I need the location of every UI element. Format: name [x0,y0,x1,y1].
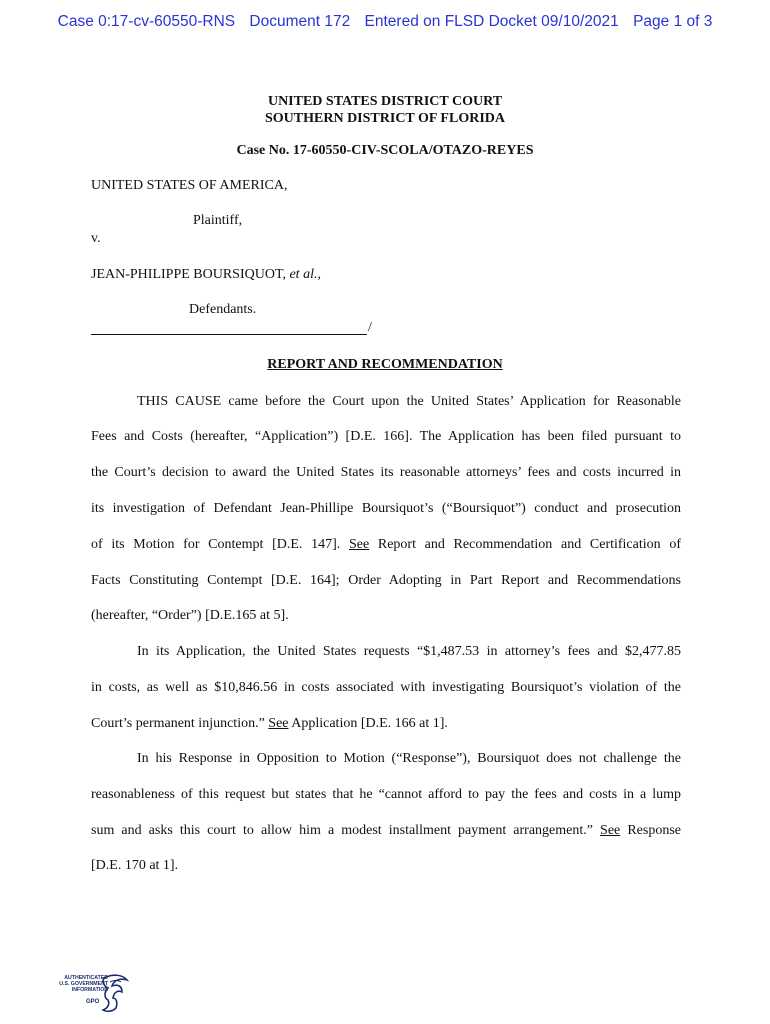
p1-line4: its investigation of Defendant Jean-Phillipe Boursiquot’s (“Boursiquot”) conduct and prosecution [91,501,681,516]
p1-line7: (hereafter, “Order”) [D.E.165 at 5]. [91,608,289,623]
defendant-et-al: et al. [289,267,318,282]
versus: v. [91,231,101,246]
p2-line1: In its Application, the United States requests “$1,487.53 in attorney’s fees and $2,477.85 [137,644,681,659]
gpo-seal-text-1: AUTHENTICATED [64,975,108,981]
p2-see-signal: See [268,716,289,731]
p3-line4: [D.E. 170 at 1]. [91,858,179,873]
defendant-line [91,266,321,284]
p3-line3-a: sum and asks this court to allow him a modest installment payment arrangement.” [91,823,601,838]
p2-line3 [91,715,681,733]
p1-line1: THIS CAUSE came before the Court upon the United States’ Application for Reasonable [137,394,681,409]
docket-entered-date: Entered on FLSD Docket 09/10/2021 [364,13,619,30]
p1-line3: the Court’s decision to award the United States its reasonable attorneys’ fees and costs incurred in [91,465,681,480]
p3-line3 [91,822,681,840]
p1-line5-a: of its Motion for Contempt [D.E. 147]. [91,537,349,552]
docket-page-number: Page 1 of 3 [633,13,713,30]
p3-see-signal: See [600,823,621,838]
caption-divider [91,334,367,335]
court-district: SOUTHERN DISTRICT OF FLORIDA [265,111,505,126]
docket-case-number: Case 0:17-cv-60550-RNS [57,13,236,30]
gpo-seal-text [44,975,108,993]
plaintiff-name: UNITED STATES OF AMERICA, [91,178,288,193]
gpo-seal-text-3: INFORMATION [71,987,108,993]
gpo-seal-abbr: GPO [86,999,100,1005]
p1-line5 [91,536,681,554]
p1-line2: Fees and Costs (hereafter, “Application”) [D.E. 166]. The Application has been filed pursuant to [91,429,681,444]
defendant-name: JEAN-PHILIPPE BOURSIQUOT, [91,267,286,282]
docket-header [0,13,770,31]
case-number: Case No. 17-60550-CIV-SCOLA/OTAZO-REYES [236,143,534,158]
court-name: UNITED STATES DISTRICT COURT [267,94,503,109]
p1-see-signal: See [348,537,370,552]
plaintiff-role: Plaintiff, [193,213,243,228]
gpo-authentication-seal [44,972,134,1016]
defendant-role: Defendants. [189,302,257,317]
p3-line2: reasonableness of this request but states that he “cannot afford to pay the fees and costs in a lump [91,787,681,802]
p2-line3-b: Application [D.E. 166 at 1]. [288,716,448,731]
defendant-comma: , [317,267,321,282]
p1-line6: Facts Constituting Contempt [D.E. 164]; Order Adopting in Part Report and Recommendations [91,573,681,588]
docket-document-number: Document 172 [249,13,351,30]
p2-line3-a: Court’s permanent injunction.” [91,716,269,731]
p3-line3-b: Response [620,823,681,838]
document-title: REPORT AND RECOMMENDATION [267,357,503,372]
eagle-icon [100,972,130,1016]
p3-line1: In his Response in Opposition to Motion (“Response”), Boursiquot does not challenge the [137,751,681,766]
p1-line5-b: Report and Recommendation and Certification of [369,537,681,552]
gpo-seal-text-2: U.S. GOVERNMENT [59,981,108,987]
p2-line2: in costs, as well as $10,846.56 in costs associated with investigating Boursiquot’s violation of the [91,680,681,695]
caption-slash: / [368,320,372,335]
